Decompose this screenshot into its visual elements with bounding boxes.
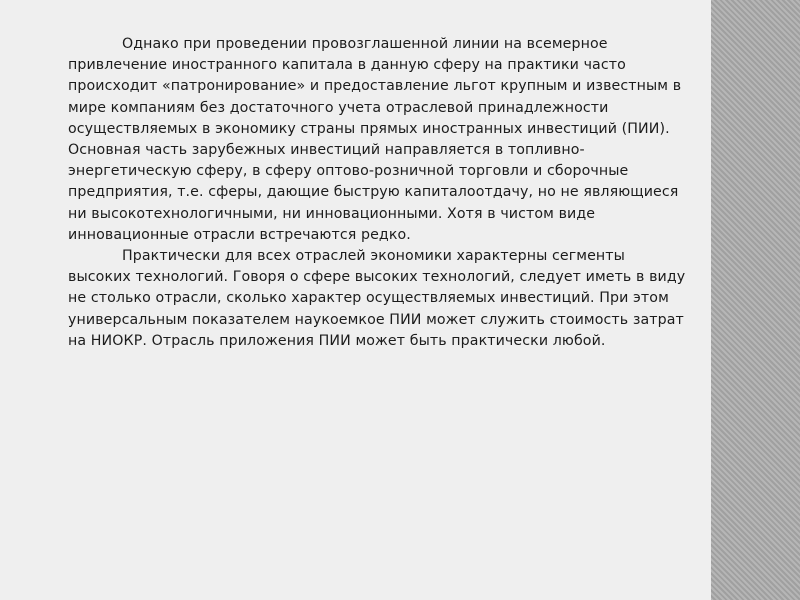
text-body	[68, 34, 688, 352]
paragraph: Практически для всех отраслей экономики характерны сегменты высоких технологий. Говоря о сфере высоких технологий, следует иметь в виду не столько отрасли, сколько характер осуществляемых инвестиций. При этом универсальным показателем наукоемкое ПИИ может служить стоимость затрат на НИОКР. Отрасль приложения ПИИ может быть практически любой.	[68, 248, 686, 349]
decorative-side-stripe	[711, 0, 800, 600]
paragraph: Однако при проведении провозглашенной линии на всемерное привлечение иностранного капитала в данную сферу на практики часто происходит «патронирование» и предоставление льгот крупным и известным в мире компаниям без достаточного учета отраслевой принадлежности осуществляемых в экономику страны прямых иностранных инвестиций (ПИИ). Основная часть зарубежных инвестиций направляется в топливно-энергетическую сферу, в сферу оптово-розничной торговли и сборочные предприятия, т.е. сферы, дающие быструю капиталоотдачу, но не являющиеся ни высокотехнологичными, ни инновационными. Хотя в чистом виде инновационные отрасли встречаются редко.	[68, 36, 682, 243]
